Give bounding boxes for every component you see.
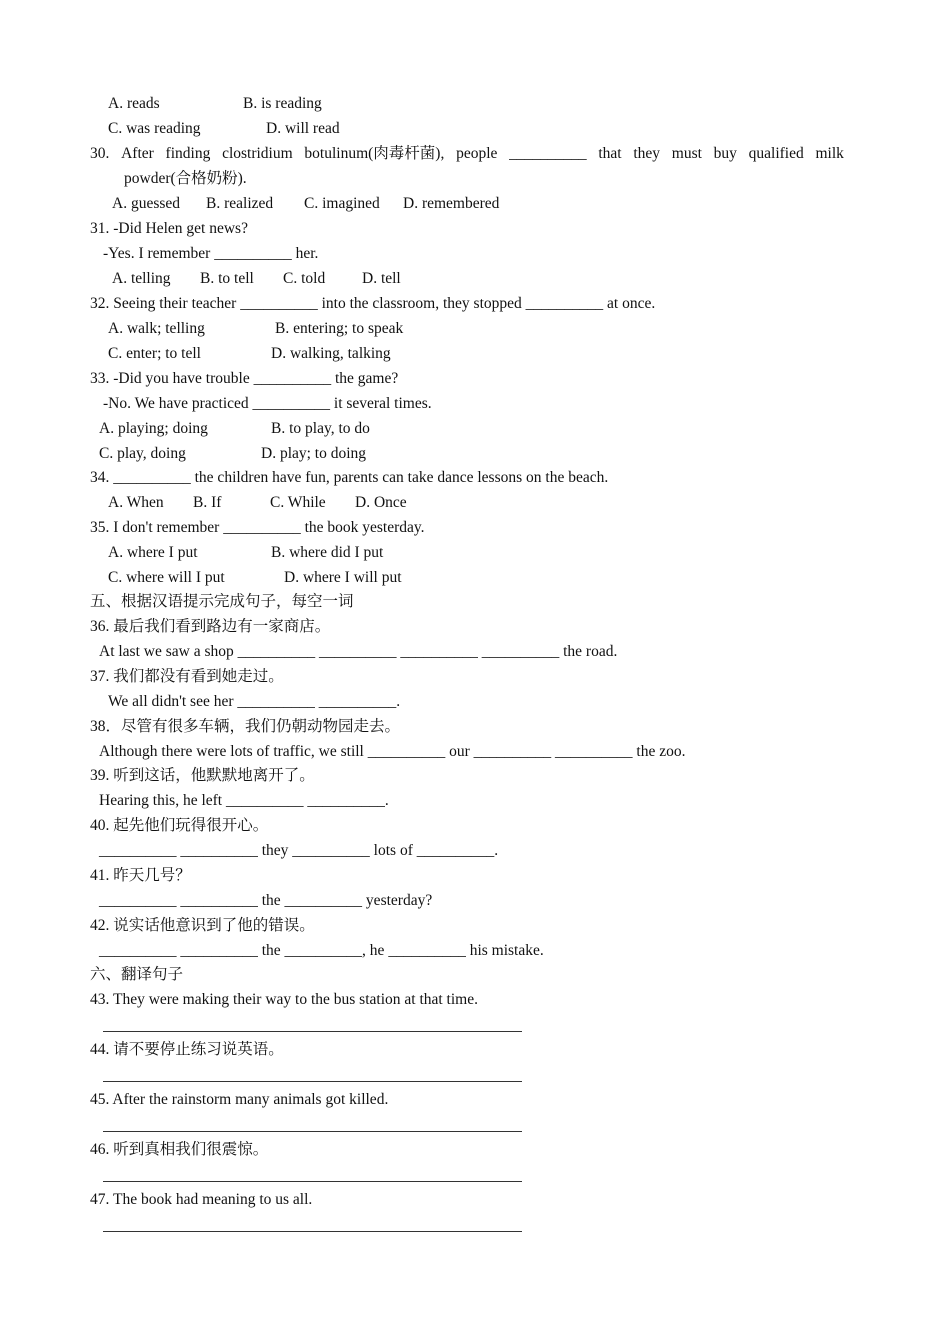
q29-option-c: C. was reading [108,120,201,137]
q33-option-c: C. play, doing [99,445,186,462]
q40-english: __________ __________ they __________ lots of __________. [99,842,499,859]
q31-option-a: A. telling [112,270,171,287]
q42-english: __________ __________ the __________, he __________ his mistake. [99,942,544,959]
q36-english: At last we saw a shop __________ __________ __________ __________ the road. [99,643,618,660]
q30-word: must [671,145,702,162]
q30-option-d: D. remembered [403,195,500,212]
q41-chinese: 41. 昨天几号？ [90,867,191,884]
q37-english: We all didn't see her __________ __________. [108,693,401,710]
q29-option-d: D. will read [266,120,340,137]
q29-option-b: B. is reading [243,95,322,112]
q31-reply: -Yes. I remember __________ her. [103,245,319,262]
q31-option-c: C. told [283,270,326,287]
section-6-heading: 六、翻译句子 [90,966,184,983]
q30-word: that [598,145,622,162]
q44-sentence: 44. 请不要停止练习说英语。 [90,1041,284,1058]
q33-reply: -No. We have practiced __________ it several times. [103,395,432,412]
q40-chinese: 40. 起先他们玩得很开心。 [90,817,269,834]
q32-option-a: A. walk; telling [108,320,205,337]
q35-option-b: B. where did I put [271,544,384,561]
q45-answer-line [103,1131,522,1132]
q38-english: Although there were lots of traffic, we still __________ our __________ __________ the zoo. [99,743,686,760]
q35-option-a: A. where I put [108,544,198,561]
q30-option-b: B. realized [206,195,274,212]
q31-stem: 31. -Did Helen get news? [90,220,248,237]
q30-word: finding [165,145,211,162]
q30-word: After [121,145,154,162]
q30-option-a: A. guessed [112,195,181,212]
q42-chinese: 42. 说实话他意识到了他的错误。 [90,917,315,934]
q33-option-a: A. playing; doing [99,420,208,437]
q31-option-b: B. to tell [200,270,254,287]
q31-option-d: D. tell [362,270,401,287]
q46-answer-line [103,1181,522,1182]
q32-option-d: D. walking, talking [271,345,391,362]
q32-option-c: C. enter; to tell [108,345,201,362]
q32-option-b: B. entering; to speak [275,320,404,337]
q37-chinese: 37. 我们都没有看到她走过。 [90,668,284,685]
q30-word: they [633,145,661,162]
q39-english: Hearing this, he left __________ __________. [99,792,389,809]
q39-chinese: 39. 听到这话，他默默地离开了。 [90,767,315,784]
q36-chinese: 36. 最后我们看到路边有一家商店。 [90,618,331,635]
section-5-heading: 五、根据汉语提示完成句子，每空一词 [90,593,354,610]
q34-option-a: A. When [108,494,164,511]
q32-stem: 32. Seeing their teacher __________ into the classroom, they stopped __________ at once. [90,295,656,312]
q33-option-b: B. to play, to do [271,420,370,437]
q35-stem: 35. I don't remember __________ the book yesterday. [90,519,425,536]
q33-stem: 33. -Did you have trouble __________ the game? [90,370,399,387]
q30-word: qualified [748,145,804,162]
q29-option-a: A. reads [108,95,160,112]
q45-sentence: 45. After the rainstorm many animals got killed. [90,1091,389,1108]
q43-sentence: 43. They were making their way to the bus station at that time. [90,991,478,1008]
q34-stem: 34. __________ the children have fun, parents can take dance lessons on the beach. [90,469,609,486]
q30-word: buy [713,145,737,162]
q34-option-d: D. Once [355,494,407,511]
q35-option-c: C. where will I put [108,569,225,586]
q38-chinese: 38．尽管有很多车辆，我们仍朝动物园走去。 [90,718,401,735]
q34-option-c: C. While [270,494,326,511]
q30-word: botulinum(肉毒杆菌), [304,145,445,162]
q47-sentence: 47. The book had meaning to us all. [90,1191,313,1208]
q30-blank: __________ [509,145,587,162]
q41-english: __________ __________ the __________ yesterday? [99,892,433,909]
q30-word: 30. [90,145,110,162]
q35-option-d: D. where I will put [284,569,402,586]
q30-word: people [456,145,498,162]
q47-answer-line [103,1231,522,1232]
q30-stem [90,144,844,164]
q33-option-d: D. play; to doing [261,445,367,462]
q30-word: clostridium [222,145,293,162]
q30-stem-continued: powder(合格奶粉). [124,170,247,187]
q44-answer-line [103,1081,522,1082]
q34-option-b: B. If [193,494,222,511]
q30-option-c: C. imagined [304,195,380,212]
q30-word: milk [815,145,844,162]
q46-sentence: 46. 听到真相我们很震惊。 [90,1141,269,1158]
q43-answer-line [103,1031,522,1032]
